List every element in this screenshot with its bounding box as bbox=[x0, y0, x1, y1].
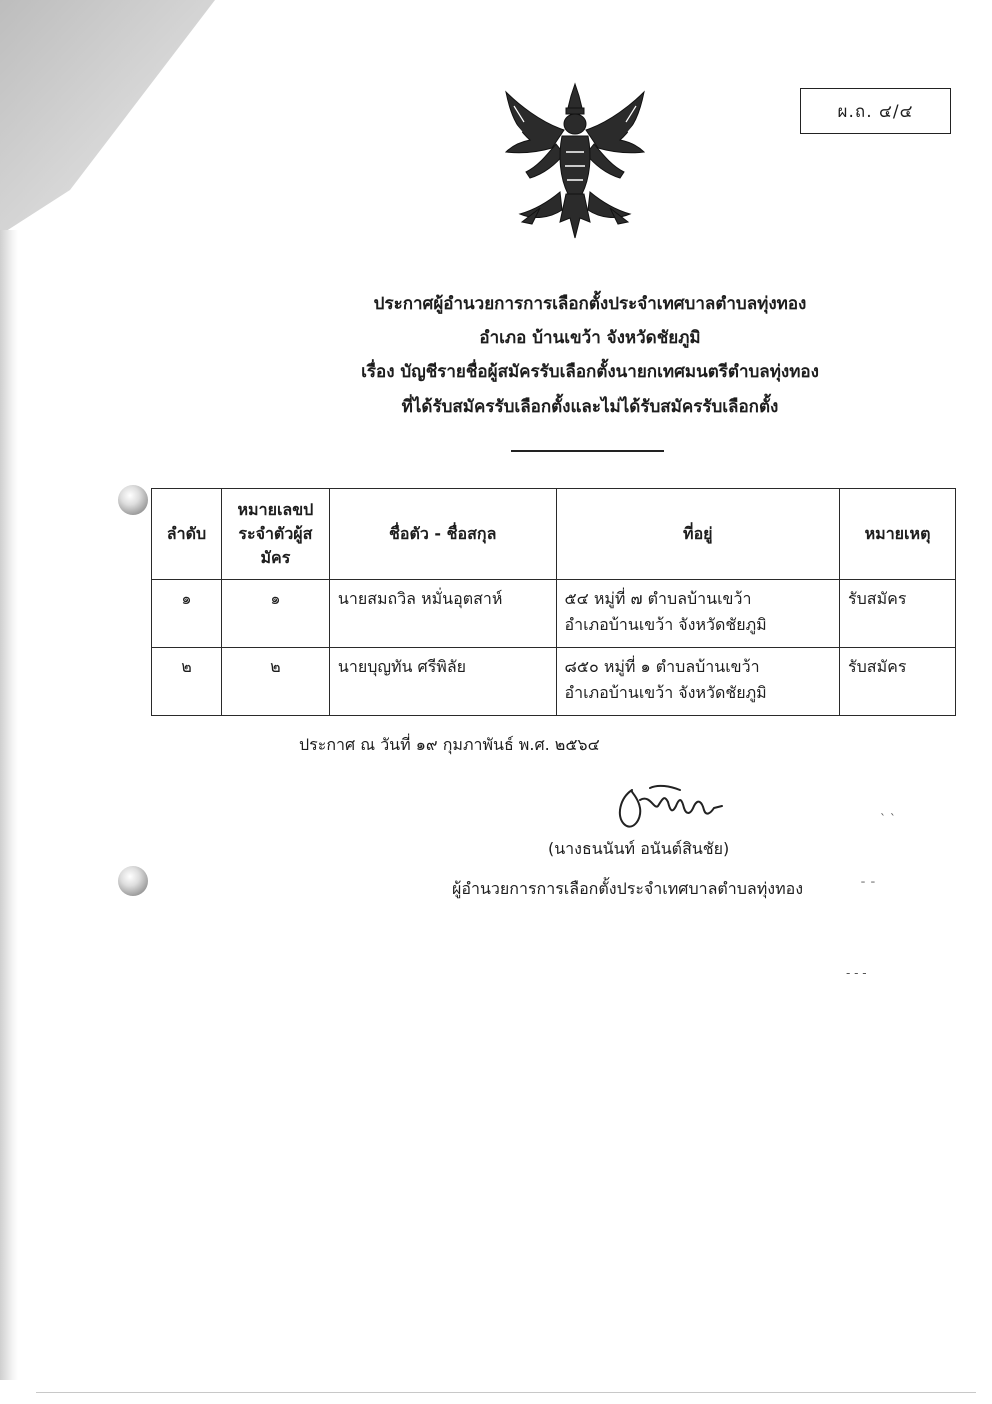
address-line: อำเภอบ้านเขว้า จังหวัดชัยภูมิ bbox=[564, 683, 767, 703]
header-candidate-number bbox=[221, 489, 329, 580]
signer-name: (นางธนนันท์ อนันต์สินชัย) bbox=[548, 839, 730, 858]
cell-remark: รับสมัคร bbox=[840, 648, 956, 716]
scan-bottom-edge bbox=[36, 1392, 976, 1393]
punch-hole-icon bbox=[118, 866, 148, 896]
header-candidate-number-label: หมายเลขประจำตัวผู้สมัคร bbox=[237, 500, 314, 567]
announcement-date: ประกาศ ณ วันที่ ๑๙ กุมภาพันธ์ พ.ศ. ๒๕๖๔ bbox=[299, 735, 600, 754]
header-address: ที่อยู่ bbox=[556, 489, 840, 580]
announcement-subject: เรื่อง บัญชีรายชื่อผู้สมัครรับเลือกตั้งนายกเทศมนตรีตำบลทุ่งทอง bbox=[361, 362, 819, 382]
announcement-title: ประกาศผู้อำนวยการการเลือกตั้งประจำเทศบาลตำบลทุ่งทอง bbox=[373, 294, 807, 314]
garuda-emblem-icon bbox=[500, 82, 650, 240]
cell-address bbox=[556, 580, 840, 648]
form-code-box: ผ.ถ. ๔/๔ bbox=[800, 88, 951, 134]
scan-speck: - - - bbox=[846, 966, 867, 980]
handwritten-signature bbox=[610, 780, 740, 836]
announcement-subject-cont: ที่ได้รับสมัครรับเลือกตั้งและไม่ได้รับสมัครรับเลือกตั้ง bbox=[401, 397, 779, 417]
heading-divider bbox=[511, 450, 664, 452]
cell-address bbox=[556, 648, 840, 716]
table-row bbox=[152, 648, 956, 716]
header-remark: หมายเหตุ bbox=[840, 489, 956, 580]
cell-name: นายบุญทัน ศรีพิลัย bbox=[329, 648, 556, 716]
signer-title: ผู้อำนวยการการเลือกตั้งประจำเทศบาลตำบลทุ่งทอง bbox=[452, 879, 804, 898]
candidate-table bbox=[151, 488, 956, 716]
cell-remark: รับสมัคร bbox=[840, 580, 956, 648]
table-row bbox=[152, 580, 956, 648]
cell-candidate-number: ๑ bbox=[221, 580, 329, 648]
scan-speck: ˋ ˋ bbox=[880, 812, 896, 826]
header-order: ลำดับ bbox=[152, 489, 222, 580]
punch-hole-icon bbox=[118, 485, 148, 515]
scan-speck: ˉ ˉ bbox=[860, 880, 876, 894]
table-header-row bbox=[152, 489, 956, 580]
cell-name: นายสมถวิล หมั่นอุตสาห์ bbox=[329, 580, 556, 648]
header-name: ชื่อตัว - ชื่อสกุล bbox=[329, 489, 556, 580]
address-line: ๕๔ หมู่ที่ ๗ ตำบลบ้านเขว้า bbox=[564, 589, 752, 608]
cell-order: ๒ bbox=[152, 648, 222, 716]
left-edge-shadow bbox=[0, 230, 18, 1380]
announcement-district: อำเภอ บ้านเขว้า จังหวัดชัยภูมิ bbox=[479, 328, 701, 348]
address-line: อำเภอบ้านเขว้า จังหวัดชัยภูมิ bbox=[564, 615, 767, 635]
folded-corner-shadow bbox=[0, 0, 230, 240]
cell-order: ๑ bbox=[152, 580, 222, 648]
cell-candidate-number: ๒ bbox=[221, 648, 329, 716]
address-line: ๘๕๐ หมู่ที่ ๑ ตำบลบ้านเขว้า bbox=[564, 657, 760, 676]
